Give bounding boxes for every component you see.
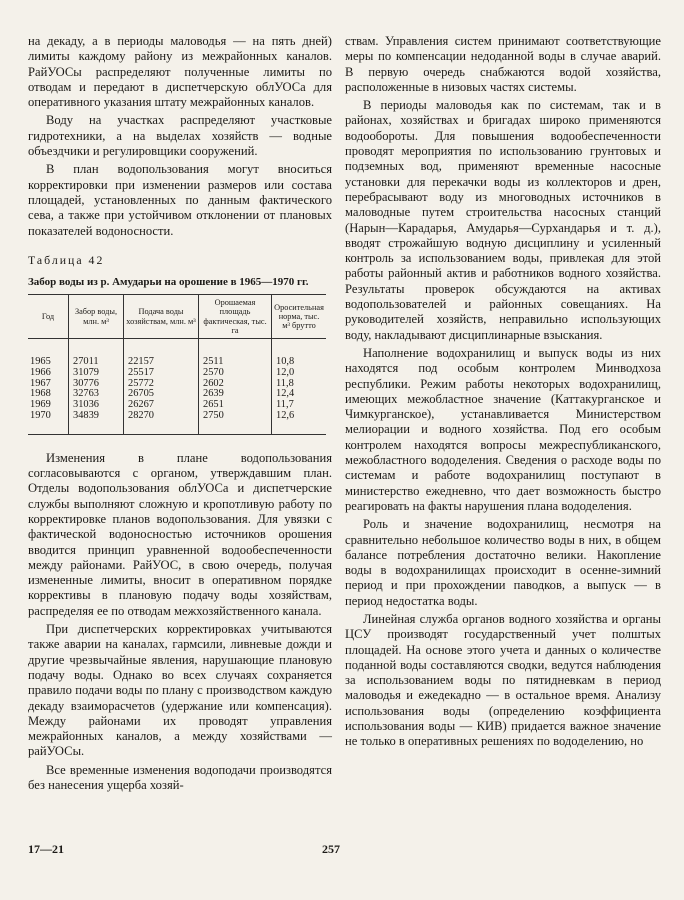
left-column (28, 34, 332, 793)
table-cell: 26267 (124, 400, 199, 411)
table-row (28, 368, 326, 379)
column-header: Год (28, 295, 69, 339)
page-number: 257 (322, 842, 340, 856)
paragraph: В периоды маловодья как по системам, так и в районах, хозяйствах и бригадах широко применяются водообороты. Для повышения водообеспеченности проводят мероприятия по использованию грунтовых и подземных вод, применяют временные насосные установки для перекачки воды из коллекторов и дрен, перебрасывают воду из многоводных источников в маловодные путем строительства насосных станций (Нарын—Карадарья, Амударья—Сурхандарья и т. д.), вводят строжайшую водную дисциплину и усиленный контроль за использованием воды, привлекая для этой работы районный актив и работников водного хозяйства. Результаты проверок обсуждаются на активах водопользователей и районных совещаниях. На руководителей хозяйств, неправильно использующих воду, накладывают дисциплинарные взыскания. (345, 98, 661, 342)
table-row (28, 411, 326, 434)
table-cell: 28270 (124, 411, 199, 434)
table-cell: 2750 (199, 411, 272, 434)
paragraph: При диспетчерских корректировках учитываются также аварии на каналах, гармсили, ливневые дожди и другие чрезвычайные явления, нарушающие плановую подачу воды. Однако во всех случаях сохраняется правило подачи воды по плану с производством каждую декаду взаиморасчетов (удержание или компенсация). Между районами их проводят управления межрайонных каналов, а между хозяйствами — райУОСы. (28, 622, 332, 759)
table-cell: 30776 (69, 379, 124, 390)
column-header: Оросительная норма, тыс. м³ брутто (272, 295, 327, 339)
paragraph: Роль и значение водохранилищ, несмотря на сравнительно небольшое количество воды в них, в общем балансе потребления достаточно велики. Накопление воды в водохранилищах происходит в осенне-зимний период и при прохождении паводков, а выпуск — в период недостатка воды. (345, 517, 661, 608)
table-caption: Таблица 42 (28, 252, 105, 267)
table-cell: 12,0 (272, 368, 327, 379)
table-cell: 34839 (69, 411, 124, 434)
table-cell: 1970 (30, 409, 51, 421)
table-cell: 12,6 (272, 411, 327, 434)
table-cell: 22157 (124, 338, 199, 367)
paragraph: Воду на участках распределяют участковые гидротехники, а на выделах хозяйств — водные объездчики и регулировщики сооружений. (28, 113, 332, 159)
paragraph: Линейная служба органов водного хозяйства и органы ЦСУ производят государственный учет полштых площадей. На основе этого учета и данных о количестве поданной воды составляются сводки, ведутся наблюдения за использованием воды по пятидневкам в период маловодья и ежедекадно — в остальное время. Анализу использования воды (определению коэффициента использования воды — КИВ) придается важное значение не только в оперативных решениях по вододелению, но (345, 611, 661, 749)
table-cell: 32763 (69, 389, 124, 400)
signature-mark: 17—21 (28, 842, 64, 856)
table-cell: 10,8 (272, 338, 327, 367)
table-cell: 11,7 (272, 400, 327, 411)
paragraph: на декаду, а в периоды маловодья — на пять дней) лимиты каждому району из межрайонных каналов. РайУОСы распределяют полученные лимиты по отводам и передают в диспетчерскую облУОСа для оперативного указания штату межрайонных каналов. (28, 34, 332, 110)
table-cell: 1968 (30, 388, 51, 400)
table-cell: 12,4 (272, 389, 327, 400)
column-header: Орошаемая площадь фактическая, тыс. га (199, 295, 272, 339)
paragraph: В план водопользования могут вноситься корректировки при изменении размеров или состава площадей, установленных по данным фактического сева, а также при устойчивом отклонении от плановых показателей водоносности. (28, 162, 332, 238)
table-cell: 26705 (124, 389, 199, 400)
paragraph: ствам. Управления систем принимают соответствующие меры по компенсации недоданной воды в случае аварий. В первую очередь снабжаются водой хозяйства, расположенные в низовых частях системы. (345, 34, 661, 94)
table-title: Забор воды из р. Амударьи на орошение в 1965—1970 гг. (28, 276, 309, 289)
table-cell: 2639 (199, 389, 272, 400)
table-cell: 31036 (69, 400, 124, 411)
table-cell: 2602 (199, 379, 272, 390)
table-header-row (28, 295, 326, 339)
column-header: Забор воды, млн. м³ (69, 295, 124, 339)
water-intake-table (28, 294, 326, 435)
table-cell: 2651 (199, 400, 272, 411)
paragraph: Все временные изменения водоподачи производятся без нанесения ущерба хозяй- (28, 762, 332, 792)
column-header: Подача воды хозяйствам, млн. м³ (124, 295, 199, 339)
table-cell: 25772 (124, 379, 199, 390)
table-cell: 2511 (199, 338, 272, 367)
table-cell: 1967 (30, 377, 51, 389)
table-cell: 1969 (30, 399, 51, 411)
table-cell: 25517 (124, 368, 199, 379)
right-column (345, 34, 661, 750)
table-cell: 27011 (69, 338, 124, 367)
table-cell: 11,8 (272, 379, 327, 390)
paragraph: Наполнение водохранилищ и выпуск воды из них находятся под особым контролем Минводхоза республики. Режим работы некоторых водохранилищ, имеющих межобластное значение (Каттакурганское и Чимкурганское), устанавливается Министерством мелиорации и водного хозяйства. Под его особым контролем находятся вопросы межреспубликанского, межобластного вододеления. Сведения о расходе воды по системам и работе водохранилищ поступают в министерство ежедневно, что дает возможность быстро реагировать на факты нарушения плана вододеления. (345, 345, 661, 513)
table-cell: 31079 (69, 368, 124, 379)
table-cell: 2570 (199, 368, 272, 379)
table-cell: 1966 (30, 366, 51, 378)
table-row (28, 338, 326, 367)
paragraph: Изменения в плане водопользования согласовываются с органом, утверждавшим план. Отделы водопользования облУОСа и диспетчерские службы выполняют сложную и кропотливую работу по корректировке планов водопользования. Для увязки с фактической водоносностью источников орошения вводится принцип уравненной водообеспеченности между районами. РайУОС, в свою очередь, получая измененные лимиты, вносит в оперативном порядке коррективы в плановую подачу воды хозяйствам, распределяя ее по отводам межхозяйственного канала. (28, 450, 332, 618)
table-cell: 1965 (30, 355, 51, 367)
